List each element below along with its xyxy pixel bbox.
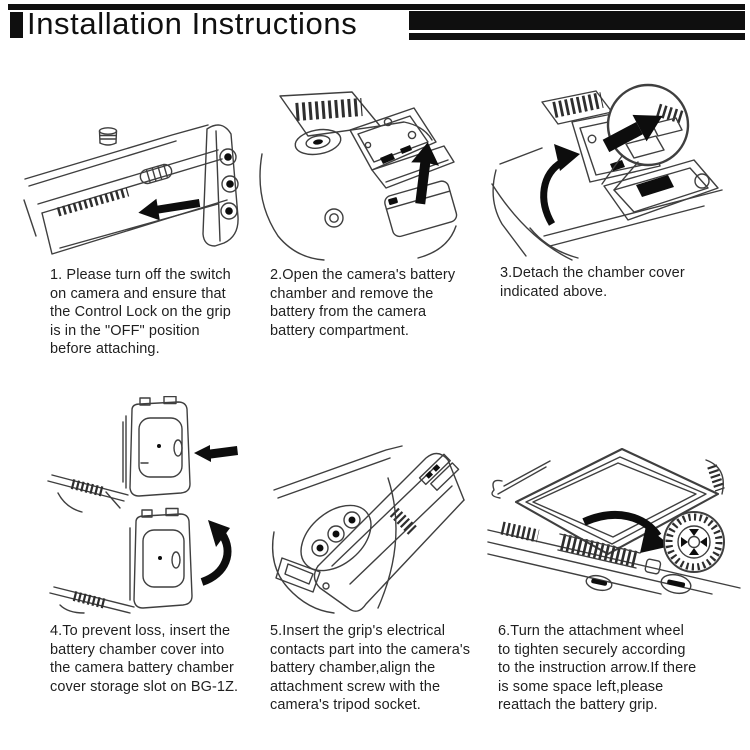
control-lock-switch [139,163,174,185]
step-3-caption: 3.Detach the chamber cover indicated above. [500,265,685,300]
attachment-wheel [558,534,640,568]
storage-view-insert [48,397,238,513]
page-title: Installation Instructions [27,6,358,41]
step-5-illustration [266,416,474,616]
step-4-illustration [40,396,252,614]
left-arrow-icon [137,192,202,223]
step-4-caption: 4.To prevent loss, insert the battery chamber cover into the camera battery chamber cover storage slot on BG-1Z. [50,623,239,695]
step-1-caption: 1. Please turn off the switch on camera and ensure that the Control Lock on the grip is in the "OFF" position before attaching. [50,267,231,358]
storage-view-rotate [50,509,230,614]
step-5-caption: 5.Insert the grip's electrical contacts part into the camera's battery chamber,align the attachment screw with the camera's tripod socket. [270,623,471,714]
strap-lug [492,480,502,498]
rotate-arrow-icon [202,520,230,582]
grip-pad [394,512,414,532]
header-right-bar-thick [409,11,745,30]
info-button [585,573,613,592]
grip-texture [296,107,362,112]
curved-arrow-icon [544,144,580,224]
step-6-illustration [486,436,744,616]
grip-texture [554,100,602,110]
header-right-bar-thin [409,33,745,40]
title-accent-square [10,12,23,38]
control-dial [664,512,724,572]
tripod-socket [325,209,343,227]
attachment-screw [100,128,117,145]
step-2-illustration [252,88,477,263]
lens-mount [293,126,342,158]
left-arrow-icon [194,445,238,462]
step-1-illustration [22,112,252,262]
step-2-caption: 2.Open the camera's battery chamber and remove the battery from the camera battery compartment. [270,267,456,339]
step-6-caption: 6.Turn the attachment wheel to tighten securely according to the instruction arrow.If there is some space left,please reattach the battery grip. [498,623,697,714]
step-3-illustration [486,78,734,264]
